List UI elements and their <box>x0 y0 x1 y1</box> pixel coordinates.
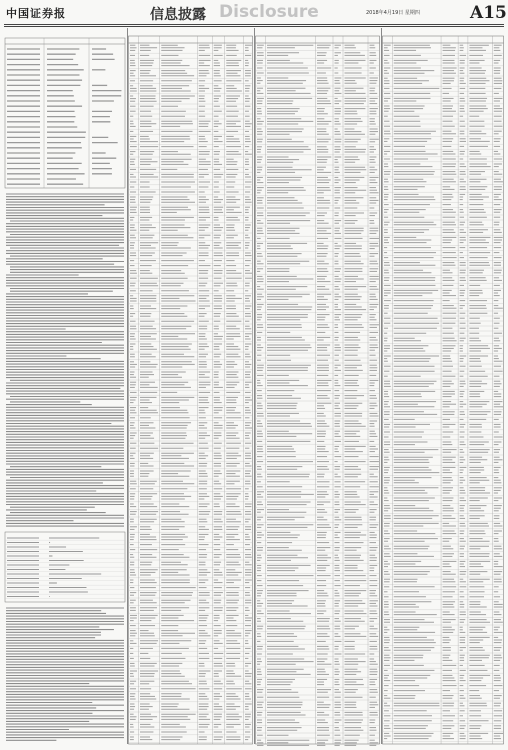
column-divider <box>254 28 255 744</box>
masthead <box>0 0 508 24</box>
masthead-rule <box>4 24 504 25</box>
disclosure-table-2 <box>255 28 380 746</box>
publication-date: 2018年4月19日 星期四 <box>366 10 420 16</box>
column-table-1 <box>128 28 253 746</box>
shareholder-table <box>5 38 125 188</box>
section-title-cn: 信息披露 <box>150 7 206 23</box>
announcement-body <box>4 28 126 746</box>
newspaper-logo: 中国证券报 <box>6 7 66 20</box>
disclosure-table-3 <box>382 28 504 746</box>
section-title-en: Disclosure <box>219 2 319 22</box>
table-frame <box>129 36 253 744</box>
column-divider <box>381 28 382 744</box>
column-table-2 <box>255 28 380 746</box>
masthead-rule-thin <box>4 26 504 27</box>
disclosure-table-1 <box>128 28 253 746</box>
page-number: A15 <box>470 3 507 23</box>
column-announcement-text <box>4 28 126 746</box>
column-divider <box>127 28 128 744</box>
column-table-3 <box>382 28 504 746</box>
